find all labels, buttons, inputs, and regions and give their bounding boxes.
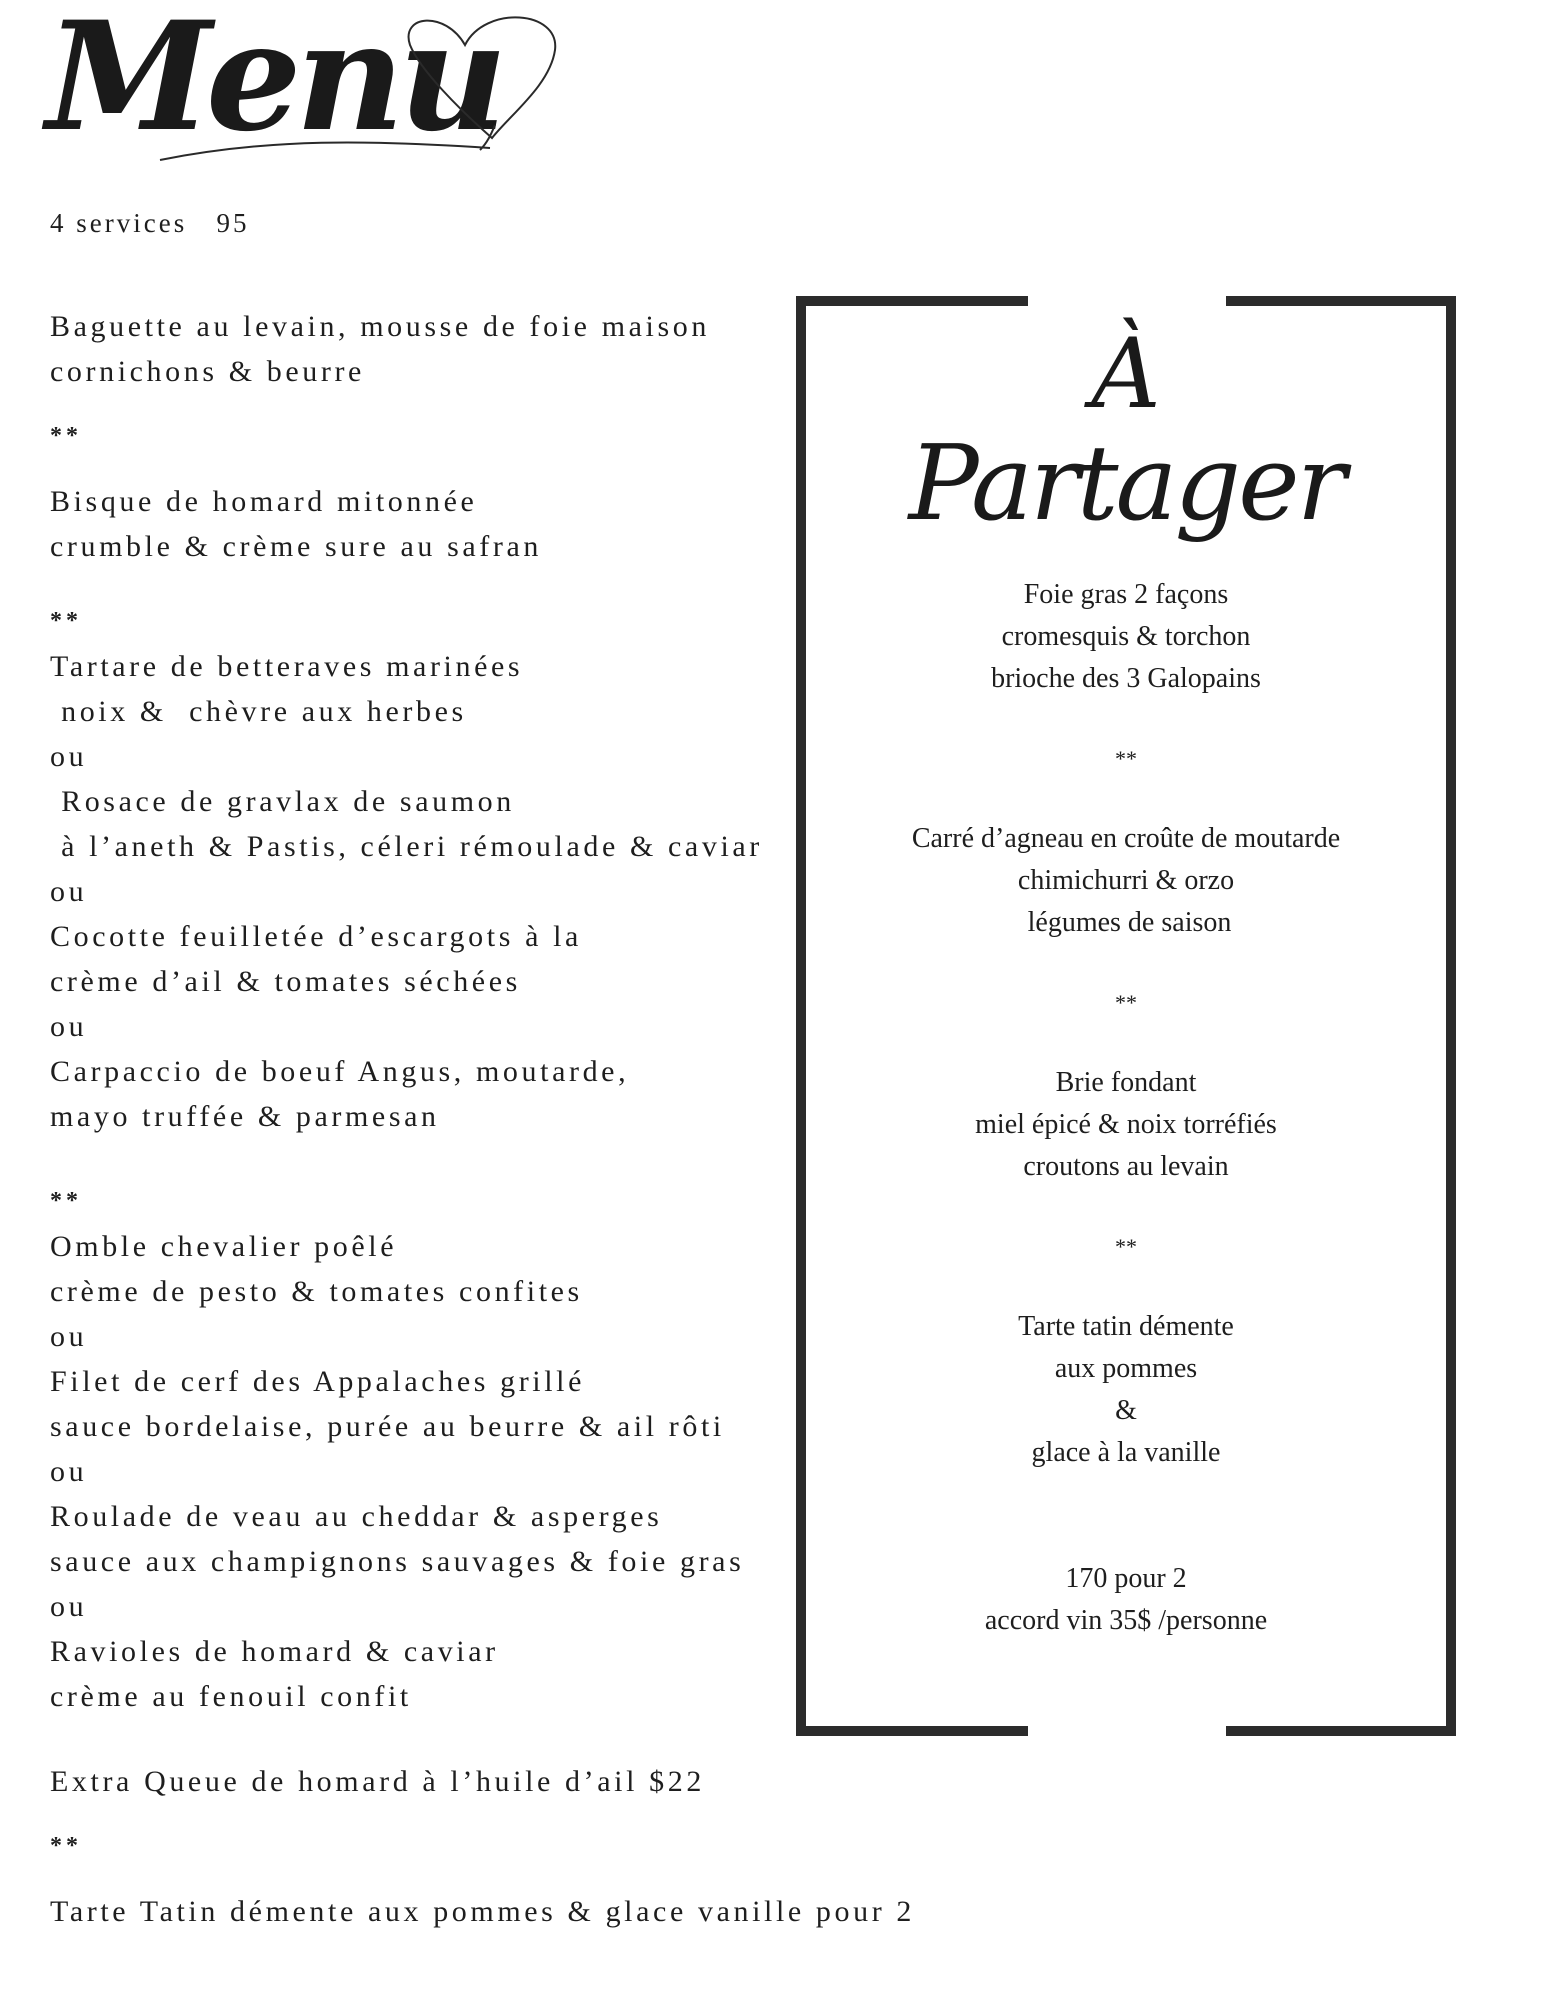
menu-line: Carpaccio de boeuf Angus, moutarde, xyxy=(50,1055,630,1088)
menu-line: Omble chevalier poêlé xyxy=(50,1230,398,1263)
menu-line: ou xyxy=(50,1320,88,1353)
share-box xyxy=(796,296,1456,1736)
menu-line: ou xyxy=(50,740,88,773)
share-title-line2: Partager xyxy=(908,422,1344,544)
menu-line: Ravioles de homard & caviar xyxy=(50,1635,499,1668)
menu-line: sauce aux champignons sauvages & foie gras xyxy=(50,1545,745,1578)
menu-line: Roulade de veau au cheddar & asperges xyxy=(50,1500,663,1533)
course-separator: ** xyxy=(50,423,82,449)
frame-bottom-left xyxy=(796,1726,1028,1736)
menu-line: cornichons & beurre xyxy=(50,355,365,388)
heart-icon xyxy=(40,0,600,180)
frame-top-right xyxy=(1226,296,1456,306)
menu-line: noix & chèvre aux herbes xyxy=(50,695,467,728)
share-line: légumes de saison xyxy=(1020,907,1232,938)
services-price: 4 services 95 xyxy=(50,208,250,238)
share-wine-pairing: accord vin 35$ /personne xyxy=(984,1605,1268,1636)
menu-line: à l’aneth & Pastis, céleri rémoulade & caviar xyxy=(50,830,763,863)
share-line: brioche des 3 Galopains xyxy=(991,663,1261,694)
menu-line: Rosace de gravlax de saumon xyxy=(50,785,515,818)
menu-extra-line: Extra Queue de homard à l’huile d’ail $22 xyxy=(50,1765,705,1798)
share-separator: ** xyxy=(1115,746,1137,771)
menu-line: crème de pesto & tomates confites xyxy=(50,1275,583,1308)
menu-line: Filet de cerf des Appalaches grillé xyxy=(50,1365,586,1398)
share-separator: ** xyxy=(1115,990,1137,1015)
share-line: croutons au levain xyxy=(1023,1151,1229,1182)
course-separator: ** xyxy=(50,1833,82,1859)
course-separator: ** xyxy=(50,608,82,634)
share-line: Brie fondant xyxy=(1055,1067,1197,1098)
menu-line: crème d’ail & tomates séchées xyxy=(50,965,521,998)
share-title-line1: À xyxy=(1091,318,1161,430)
share-line: Carré d’agneau en croûte de moutarde xyxy=(911,823,1341,854)
course-separator: ** xyxy=(50,1188,82,1214)
menu-title-area xyxy=(40,0,600,180)
share-line: glace à la vanille xyxy=(1031,1437,1221,1468)
menu-dessert-line: Tarte Tatin démente aux pommes & glace vanille pour 2 xyxy=(50,1895,915,1928)
main-menu-list xyxy=(50,304,915,1934)
menu-title: Menu xyxy=(46,0,502,165)
share-price: 170 pour 2 xyxy=(1065,1563,1187,1594)
menu-line: ou xyxy=(50,875,88,908)
share-line: miel épicé & noix torréfiés xyxy=(975,1109,1277,1140)
frame-bottom-right xyxy=(1226,1726,1456,1736)
menu-line: sauce bordelaise, purée au beurre & ail rôti xyxy=(50,1410,725,1443)
share-line: Tarte tatin démente xyxy=(1018,1311,1234,1342)
menu-line: crumble & crème sure au safran xyxy=(50,530,542,563)
share-line: chimichurri & orzo xyxy=(1017,865,1235,896)
menu-line: ou xyxy=(50,1010,88,1043)
share-separator: ** xyxy=(1115,1234,1137,1259)
menu-line: Tartare de betteraves marinées xyxy=(50,650,524,683)
share-line: cromesquis & torchon xyxy=(1001,621,1251,652)
share-line: Foie gras 2 façons xyxy=(1023,579,1229,610)
menu-line: ou xyxy=(50,1455,88,1488)
menu-line: crème au fenouil confit xyxy=(50,1680,412,1713)
share-line: & xyxy=(1115,1395,1137,1426)
menu-line: Cocotte feuilletée d’escargots à la xyxy=(50,920,582,953)
menu-line: Baguette au levain, mousse de foie maison xyxy=(50,310,710,343)
menu-line: Bisque de homard mitonnée xyxy=(50,485,478,518)
menu-line: ou xyxy=(50,1590,88,1623)
share-menu-list xyxy=(796,574,1456,1642)
share-line: aux pommes xyxy=(1054,1353,1198,1384)
menu-line: mayo truffée & parmesan xyxy=(50,1100,440,1133)
frame-top-left xyxy=(796,296,1028,306)
